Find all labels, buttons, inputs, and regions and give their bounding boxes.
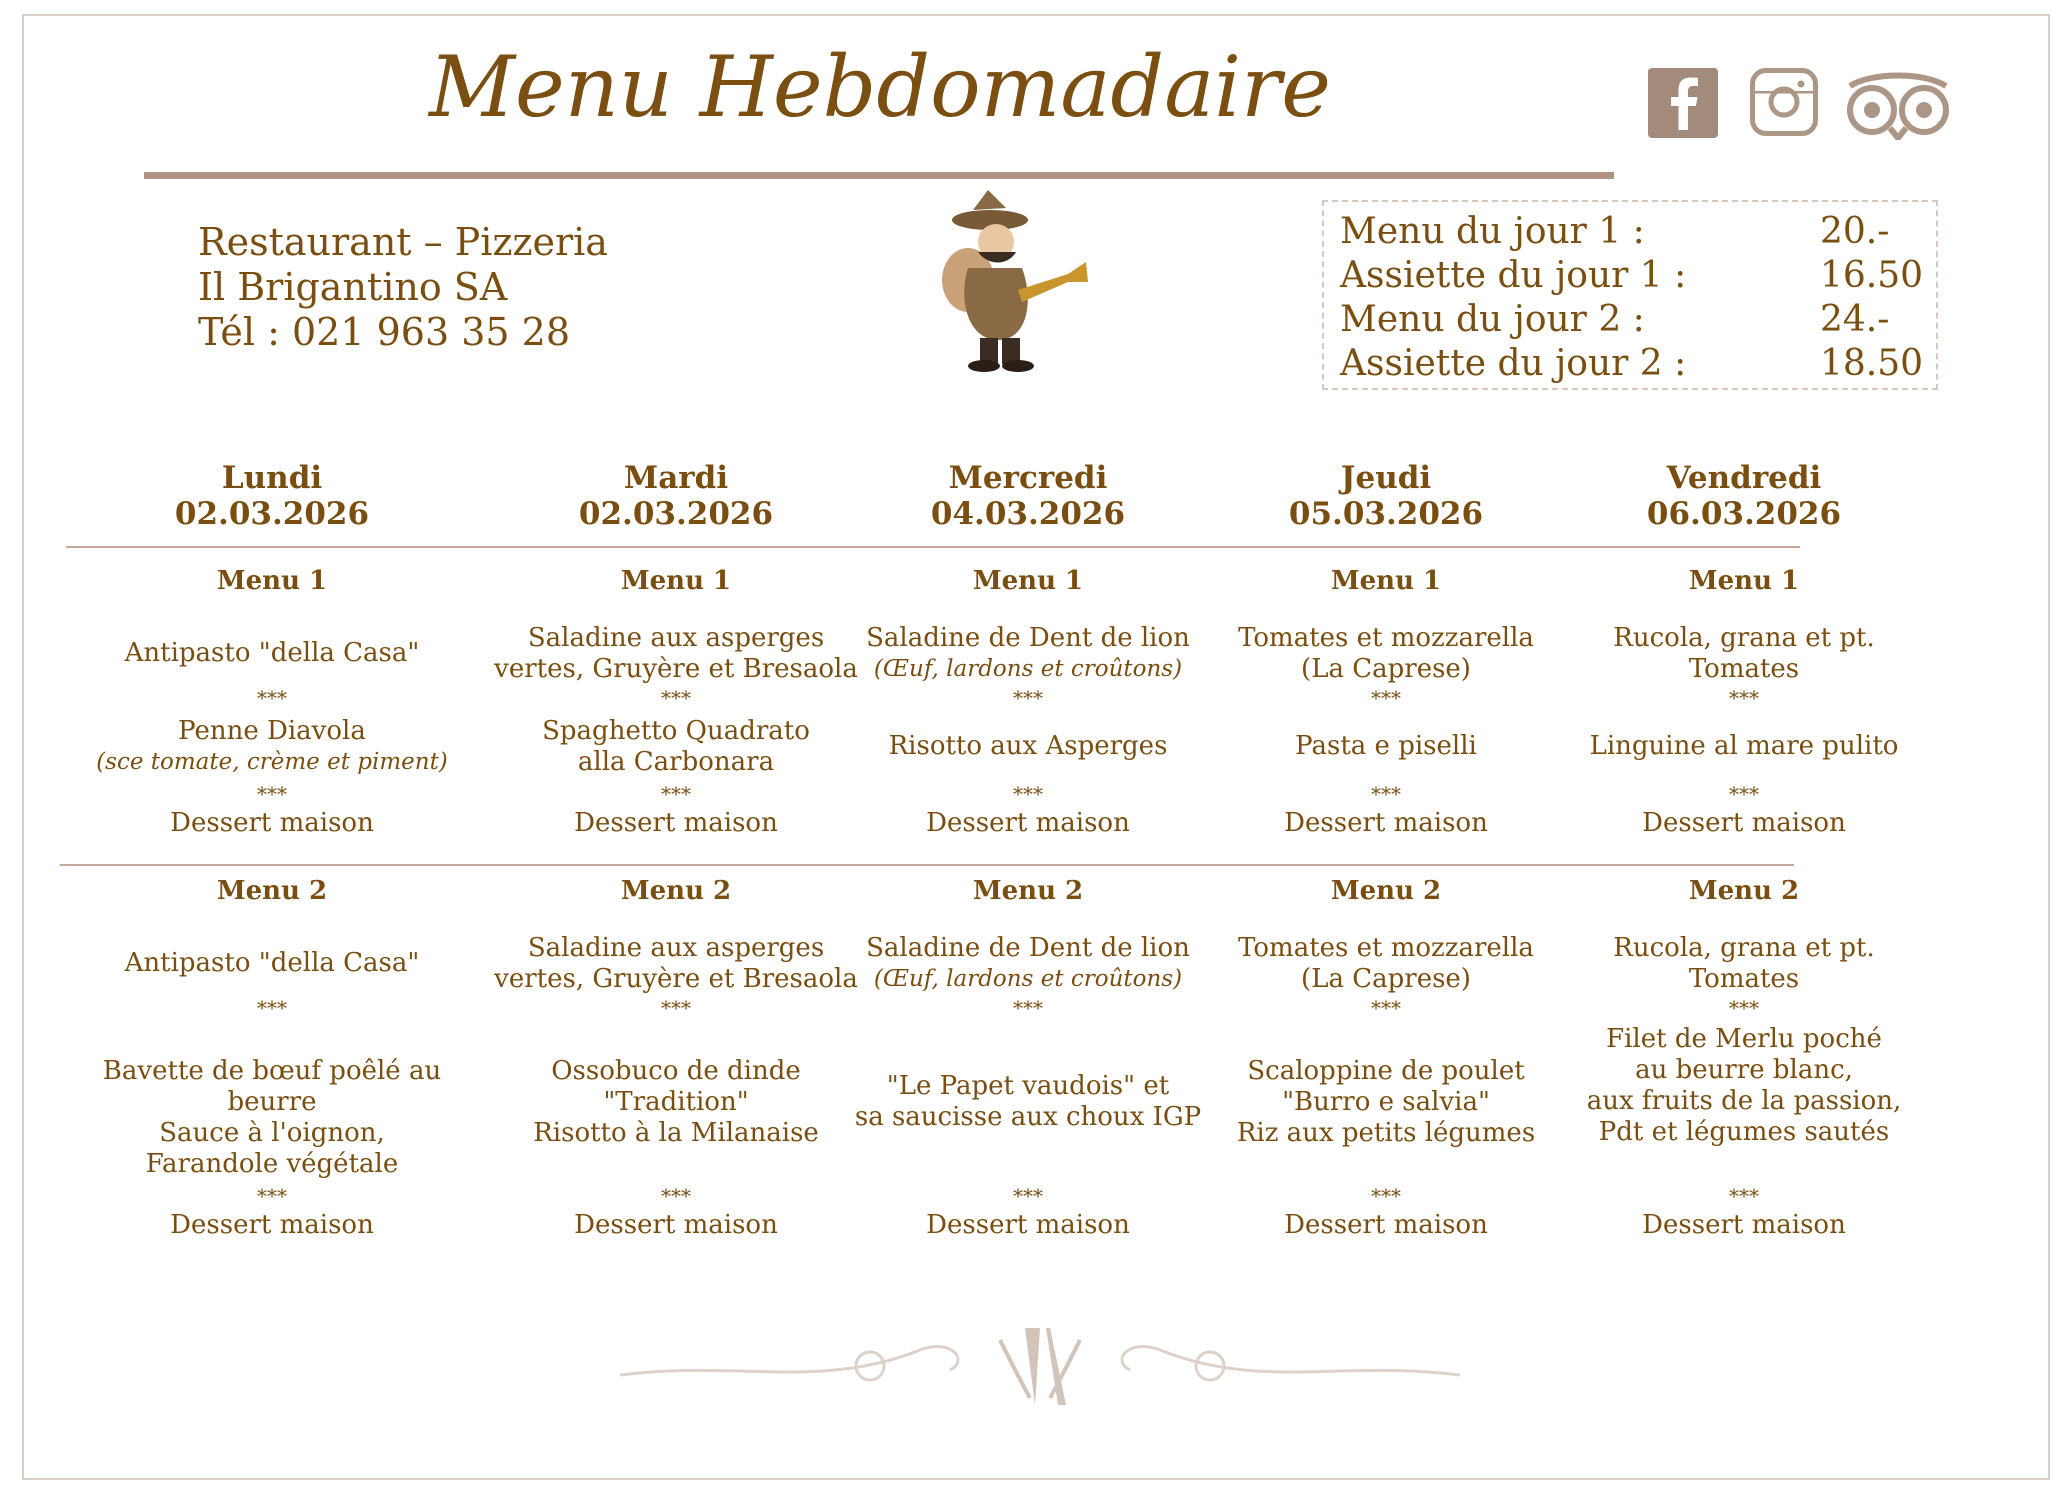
brigand-mascot-illustration xyxy=(918,190,1100,372)
separator-stars: *** xyxy=(1371,686,1401,710)
dessert-dish: Dessert maison xyxy=(926,808,1130,838)
restaurant-name: Il Brigantino SA xyxy=(198,265,508,309)
main-dish: Bavette de bœuf poêlé au beurre Sauce à l'oignon, Farandole végétale xyxy=(102,1056,442,1179)
separator-stars: *** xyxy=(1013,1184,1043,1208)
menu-divider xyxy=(60,864,1794,866)
day-name: Jeudi xyxy=(1340,460,1432,496)
main-dish: Penne Diavola xyxy=(178,716,366,746)
separator-stars: *** xyxy=(1371,996,1401,1020)
starter-dish: Saladine de Dent de lion xyxy=(866,623,1190,653)
starter-dish: Saladine de Dent de lion xyxy=(866,933,1190,963)
separator-stars: *** xyxy=(1371,782,1401,806)
dessert-dish: Dessert maison xyxy=(170,1210,374,1240)
separator-stars: *** xyxy=(1013,782,1043,806)
day-name: Mercredi xyxy=(948,460,1108,496)
restaurant-type: Restaurant – Pizzeria xyxy=(198,220,608,264)
price-label: Menu du jour 1 : xyxy=(1340,211,1645,252)
price-label: Assiette du jour 2 : xyxy=(1340,343,1687,384)
day-date: 04.03.2026 xyxy=(930,496,1126,532)
starter-dish: Tomates et mozzarella (La Caprese) xyxy=(1238,623,1534,684)
menu-label: Menu 1 xyxy=(620,566,732,596)
price-row xyxy=(1340,342,1924,386)
day-name: Lundi xyxy=(221,460,323,496)
dessert-dish: Dessert maison xyxy=(170,808,374,838)
cutlery-ornament xyxy=(620,1320,1460,1410)
starter-dish: Tomates et mozzarella (La Caprese) xyxy=(1238,933,1534,994)
menu-label: Menu 2 xyxy=(620,876,732,906)
price-label: Menu du jour 2 : xyxy=(1340,299,1645,340)
separator-stars: *** xyxy=(1013,996,1043,1020)
main-dish: Filet de Merlu poché au beurre blanc, aux fruits de la passion, Pdt et légumes sautés xyxy=(1586,1024,1902,1147)
dessert-dish: Dessert maison xyxy=(1284,1210,1488,1240)
price-row xyxy=(1340,210,1920,254)
price-value: 20.- xyxy=(1820,211,1890,252)
starter-dish: Saladine aux asperges vertes, Gruyère et Bresaola xyxy=(494,623,858,684)
price-value: 16.50 xyxy=(1820,255,1924,296)
day-date: 05.03.2026 xyxy=(1288,496,1484,532)
dessert-dish: Dessert maison xyxy=(1642,808,1846,838)
starter-note: (Œuf, lardons et croûtons) xyxy=(873,966,1183,992)
separator-stars: *** xyxy=(661,1184,691,1208)
separator-stars: *** xyxy=(257,1184,287,1208)
separator-stars: *** xyxy=(1729,686,1759,710)
separator-stars: *** xyxy=(1729,996,1759,1020)
menu-label: Menu 2 xyxy=(1688,876,1800,906)
main-dish: Pasta e piselli xyxy=(1295,731,1477,761)
main-note: (sce tomate, crème et piment) xyxy=(96,749,448,775)
day-date: 02.03.2026 xyxy=(578,496,774,532)
instagram-icon[interactable] xyxy=(1750,68,1818,136)
restaurant-info xyxy=(198,220,608,355)
price-value: 18.50 xyxy=(1820,343,1924,384)
starter-dish: Rucola, grana et pt. Tomates xyxy=(1613,623,1875,684)
price-label: Assiette du jour 1 : xyxy=(1340,255,1687,296)
price-list xyxy=(1322,200,1938,390)
main-dish: "Le Papet vaudois" et sa saucisse aux choux IGP xyxy=(854,1071,1202,1132)
dessert-dish: Dessert maison xyxy=(1284,808,1488,838)
dessert-dish: Dessert maison xyxy=(926,1210,1130,1240)
tripadvisor-icon[interactable] xyxy=(1842,68,1954,140)
menu-label: Menu 1 xyxy=(1330,566,1442,596)
price-value: 24.- xyxy=(1820,299,1890,340)
separator-stars: *** xyxy=(661,782,691,806)
separator-stars: *** xyxy=(661,686,691,710)
main-dish: Ossobuco de dinde "Tradition" Risotto à la Milanaise xyxy=(533,1056,819,1148)
separator-stars: *** xyxy=(257,996,287,1020)
menu-label: Menu 2 xyxy=(1330,876,1442,906)
main-dish: Risotto aux Asperges xyxy=(888,731,1168,761)
restaurant-phone: Tél : 021 963 35 28 xyxy=(198,310,571,354)
separator-stars: *** xyxy=(1371,1184,1401,1208)
menu-label: Menu 1 xyxy=(972,566,1084,596)
dessert-dish: Dessert maison xyxy=(1642,1210,1846,1240)
dessert-dish: Dessert maison xyxy=(574,808,778,838)
separator-stars: *** xyxy=(1729,782,1759,806)
separator-stars: *** xyxy=(1013,686,1043,710)
starter-dish: Rucola, grana et pt. Tomates xyxy=(1613,933,1875,994)
day-date: 06.03.2026 xyxy=(1646,496,1842,532)
title-underline xyxy=(144,172,1614,179)
menu-label: Menu 2 xyxy=(972,876,1084,906)
day-date: 02.03.2026 xyxy=(174,496,370,532)
separator-stars: *** xyxy=(661,996,691,1020)
page-title: Menu Hebdomadaire xyxy=(428,38,1331,136)
starter-dish: Antipasto "della Casa" xyxy=(124,948,420,978)
starter-dish: Saladine aux asperges vertes, Gruyère et Bresaola xyxy=(494,933,858,994)
separator-stars: *** xyxy=(1729,1184,1759,1208)
starter-note: (Œuf, lardons et croûtons) xyxy=(873,656,1183,682)
price-row xyxy=(1340,254,1924,298)
main-dish: Spaghetto Quadrato alla Carbonara xyxy=(542,716,810,777)
menu-label: Menu 1 xyxy=(216,566,328,596)
separator-stars: *** xyxy=(257,782,287,806)
dessert-dish: Dessert maison xyxy=(574,1210,778,1240)
day-header-divider xyxy=(66,546,1800,548)
facebook-icon[interactable] xyxy=(1648,68,1718,138)
separator-stars: *** xyxy=(257,686,287,710)
day-name: Mardi xyxy=(623,460,729,496)
starter-dish: Antipasto "della Casa" xyxy=(124,638,420,668)
menu-label: Menu 1 xyxy=(1688,566,1800,596)
main-dish: Scaloppine de poulet "Burro e salvia" Riz aux petits légumes xyxy=(1236,1056,1536,1148)
price-row xyxy=(1340,298,1920,342)
day-name: Vendredi xyxy=(1666,460,1822,496)
main-dish: Linguine al mare pulito xyxy=(1589,731,1899,761)
menu-label: Menu 2 xyxy=(216,876,328,906)
